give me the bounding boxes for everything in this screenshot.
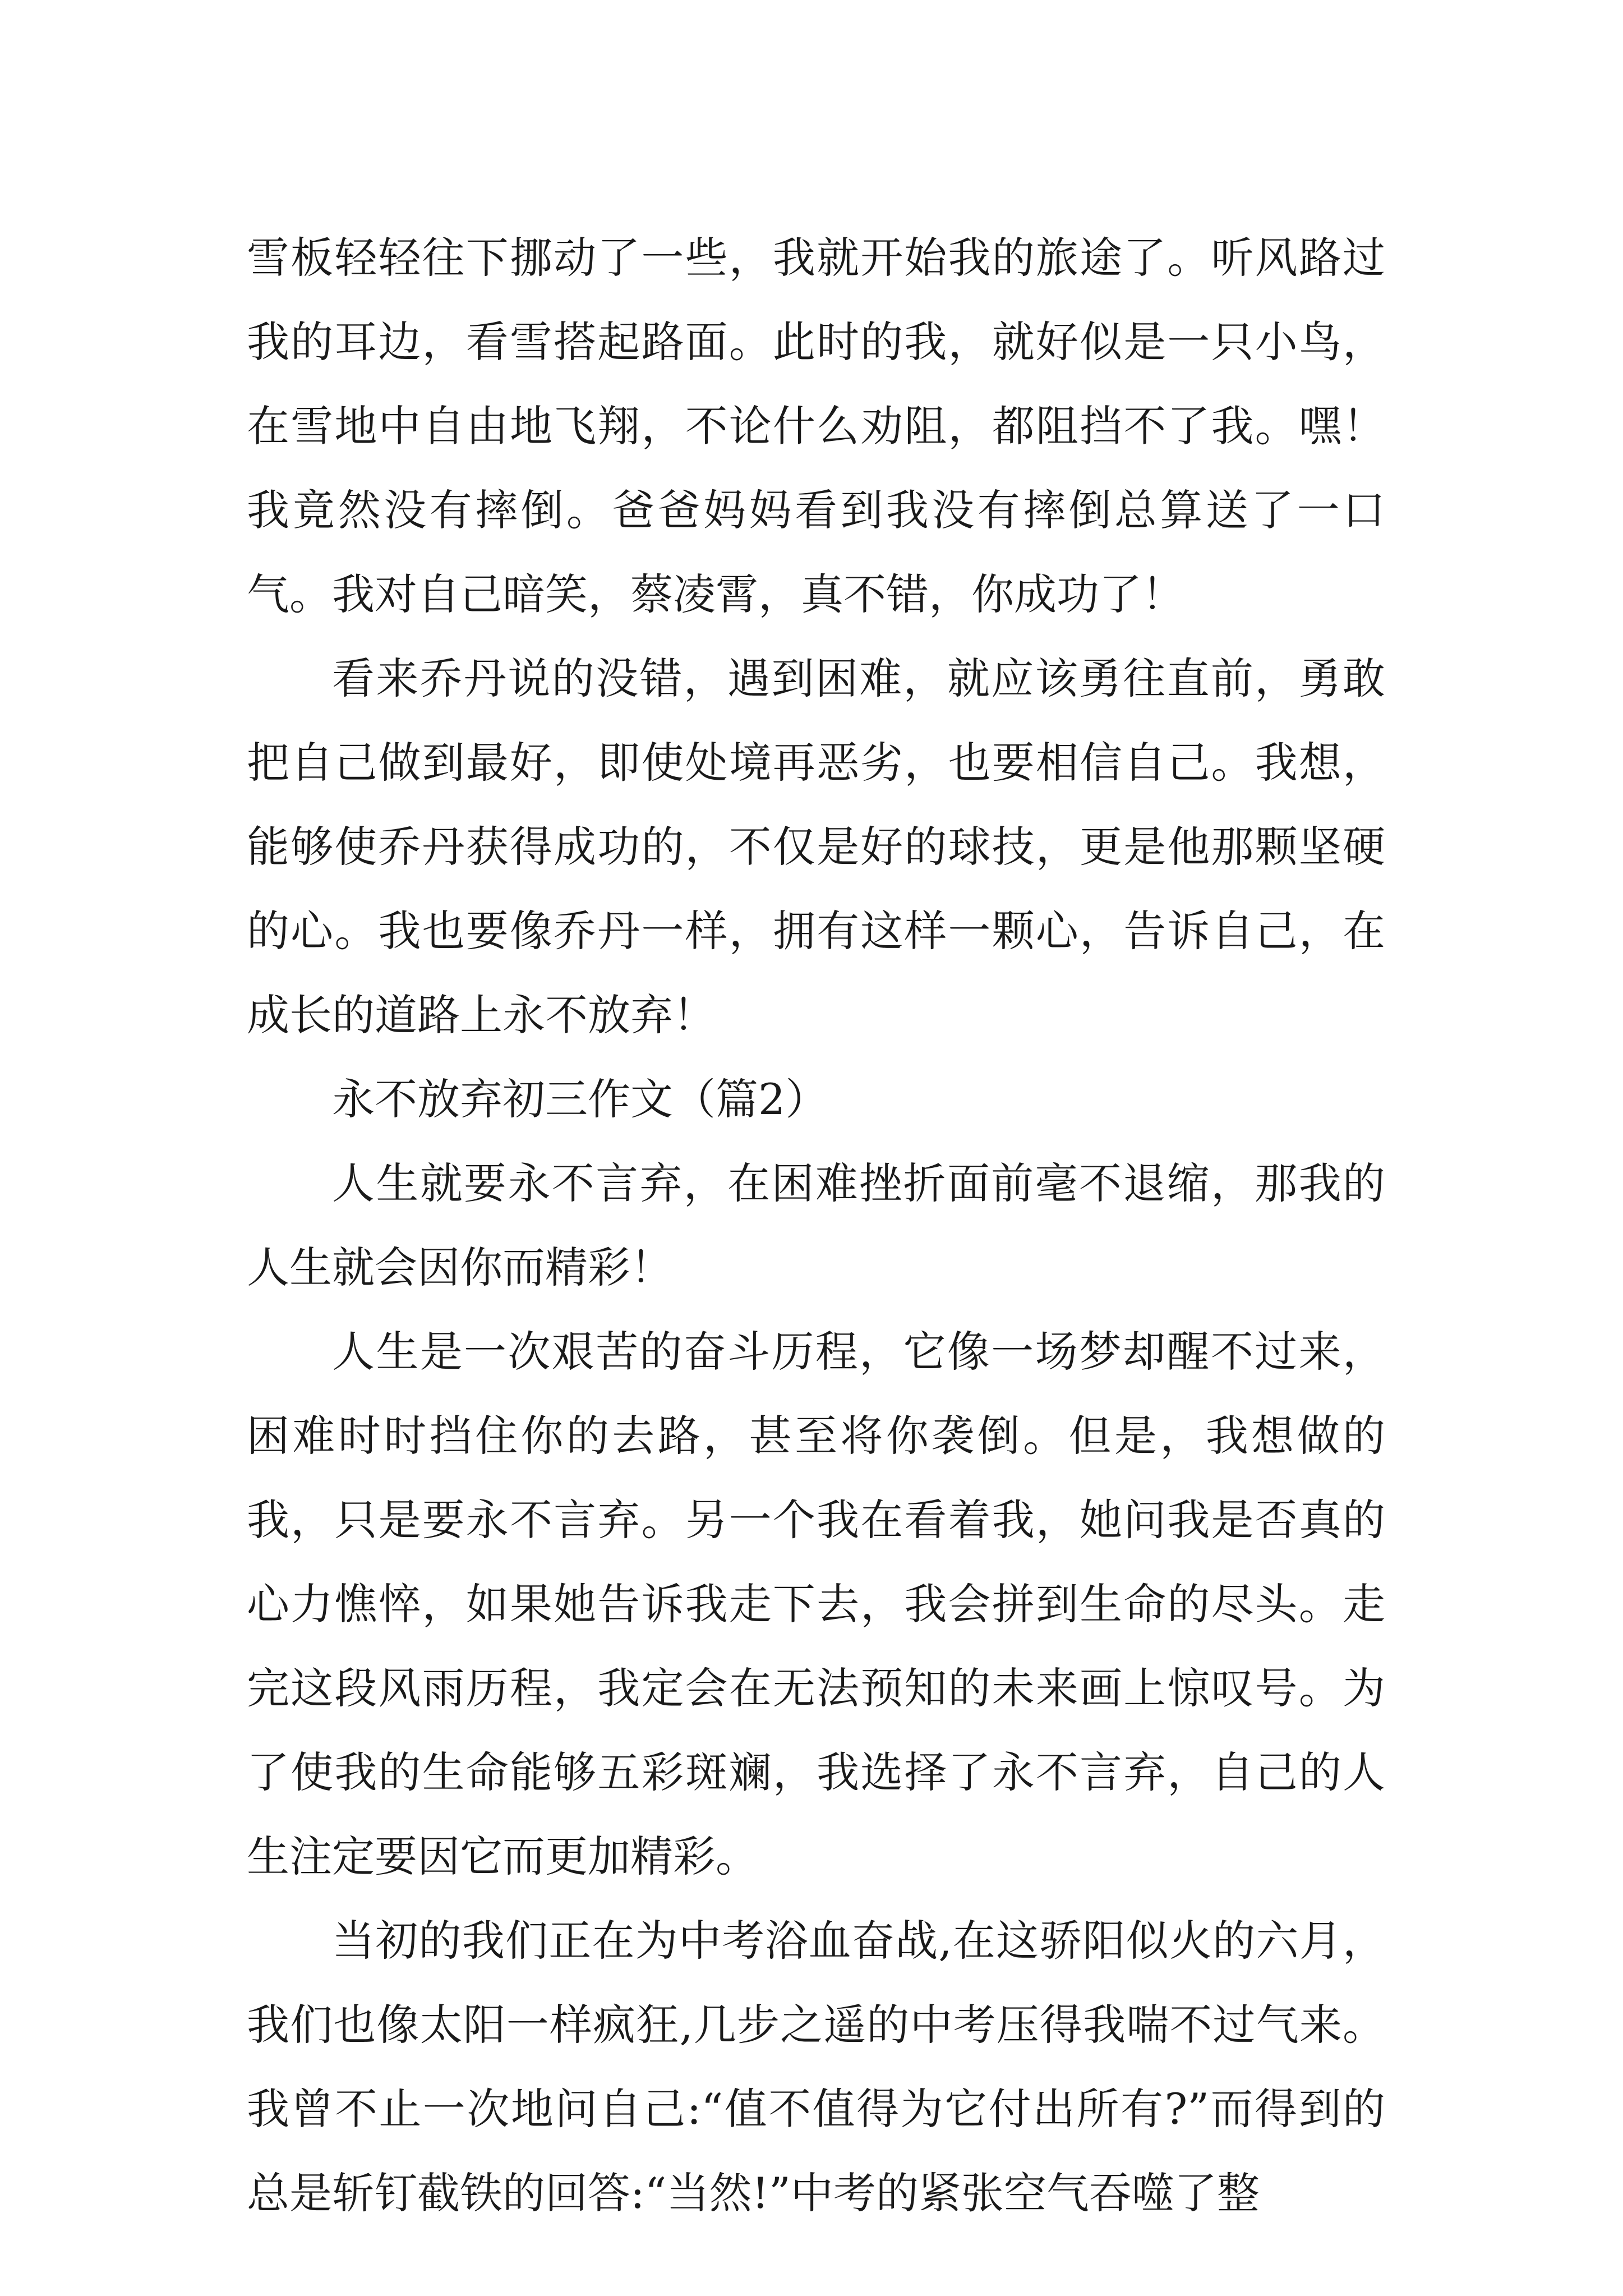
paragraph: 雪板轻轻往下挪动了一些，我就开始我的旅途了。听风路过我的耳边，看雪搭起路面。此时的我，就好似是一只小鸟，在雪地中自由地飞翔，不论什么劝阻，都阻挡不了我。嘿！我竟然没有摔倒。爸爸妈妈看到我没有摔倒总算送了一口气。我对自己暗笑，蔡凌霄，真不错，你成功了！	[247, 233, 1385, 619]
paragraph: 看来乔丹说的没错，遇到困难，就应该勇往直前，勇敢把自己做到最好，即使处境再恶劣，也要相信自己。我想，能够使乔丹获得成功的，不仅是好的球技，更是他那颗坚硬的心。我也要像乔丹一样，拥有这样一颗心，告诉自己，在成长的道路上永不放弃！	[247, 654, 1385, 1040]
paragraph: 人生是一次艰苦的奋斗历程，它像一场梦却醒不过来，困难时时挡住你的去路，甚至将你袭倒。但是，我想做的我，只是要永不言弃。另一个我在看着我，她问我是否真的心力憔悴，如果她告诉我走下去，我会拼到生命的尽头。走完这段风雨历程，我定会在无法预知的未来画上惊叹号。为了使我的生命能够五彩斑斓，我选择了永不言弃，自己的人生注定要因它而更加精彩。	[247, 1327, 1385, 1881]
paragraph: 当初的我们正在为中考浴血奋战,在这骄阳似火的六月，我们也像太阳一样疯狂,几步之遥的中考压得我喘不过气来。我曾不止一次地问自己:“值不值得为它付出所有?”而得到的总是斩钉截铁的回答:“当然!”中考的紧张空气吞噬了整	[247, 1916, 1385, 2218]
paragraph: 人生就要永不言弃，在困难挫折面前毫不退缩，那我的人生就会因你而精彩！	[247, 1158, 1385, 1292]
document-body	[247, 216, 1385, 2235]
section-heading: 永不放弃初三作文（篇2）	[332, 1074, 828, 1124]
